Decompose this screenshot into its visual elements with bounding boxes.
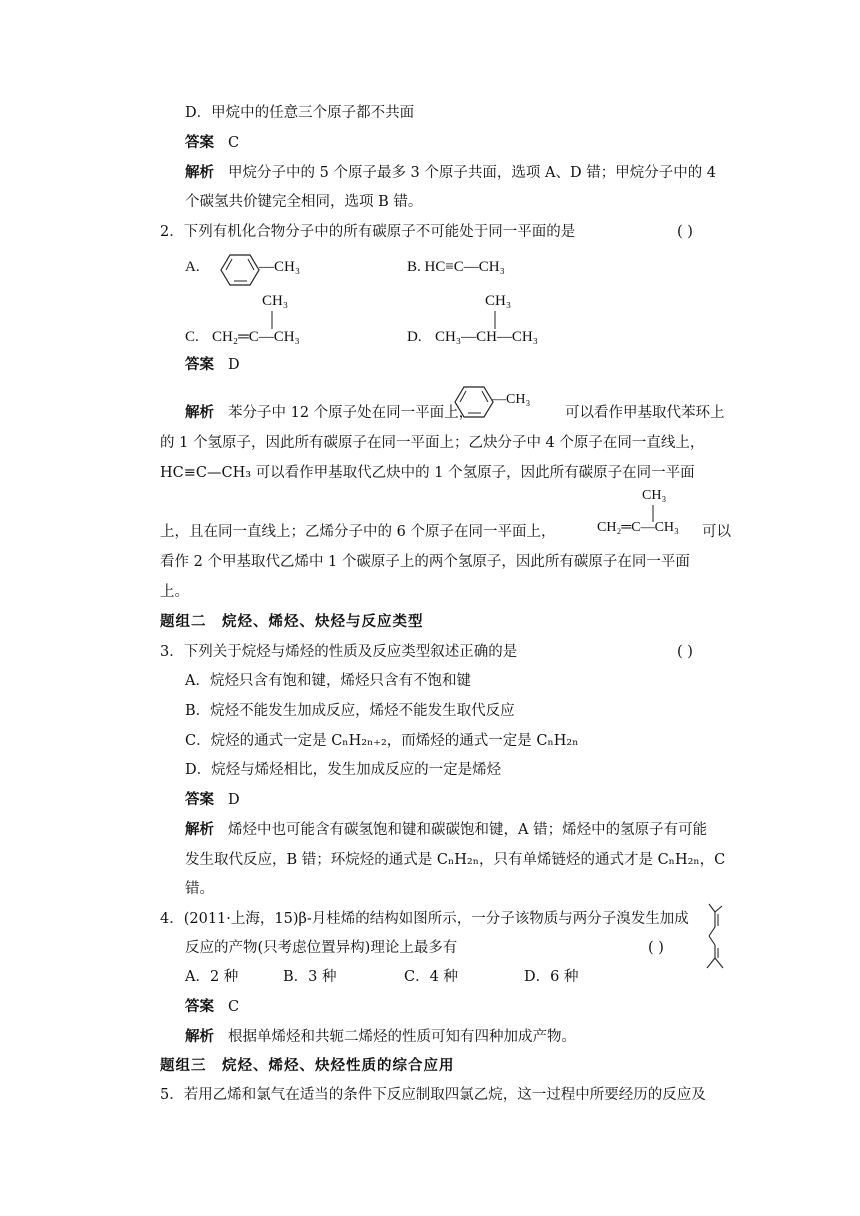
- answer-value: D: [228, 792, 240, 808]
- q2-option-c-top: CH₃: [262, 293, 289, 309]
- q3-option-c: C．烷烃的通式一定是 CₙH₂ₙ₊₂，而烯烃的通式一定是 CₙH₂ₙ: [185, 733, 579, 749]
- q4-option-d: D．6 种: [524, 969, 579, 985]
- q2-stem: 2．下列有机化合物分子中的所有碳原子不可能处于同一平面的是: [160, 224, 576, 240]
- q2-analysis-4b: 可以: [702, 524, 731, 540]
- q2-option-d-top: CH₃: [485, 293, 512, 309]
- analysis-label: 解析: [185, 1029, 214, 1045]
- analysis-text: 烯烃中也可能含有碳氢饱和键和碳碳饱和键，A 错；烯烃中的氢原子有可能: [228, 822, 708, 838]
- q1-analysis: [185, 163, 716, 183]
- analysis-ch3: —CH₃: [492, 392, 531, 407]
- q2-analysis-3: HC≡C—CH₃ 可以看作甲基取代乙炔中的 1 个氢原子，因此所有碳原子在同一平面: [160, 465, 695, 481]
- q2-analysis-5: 看作 2 个甲基取代乙烯中 1 个碳原子上的两个氢原子，因此所有碳原子在同一平面: [160, 554, 690, 570]
- q4-option-a: A．2 种: [185, 969, 239, 985]
- q2-analysis-1: [185, 403, 473, 423]
- answer-label: 答案: [185, 999, 214, 1015]
- analysis-label: 解析: [185, 405, 214, 421]
- bond-line: [270, 311, 274, 329]
- q3-option-a: A．烷烃只含有饱和键，烯烃只含有不饱和键: [185, 673, 471, 689]
- q4-option-b: B．3 种: [283, 969, 337, 985]
- q4-option-c: C．4 种: [404, 969, 458, 985]
- q4-answer: [185, 997, 239, 1017]
- q4-stem-2: 反应的产物(只考虑位置异构)理论上最多有: [185, 940, 458, 956]
- answer-label: 答案: [185, 357, 214, 373]
- q3-answer: [185, 790, 240, 810]
- q2-analysis-4a: 上，且在同一直线上；乙烯分子中的 6 个原子在同一平面上，: [160, 524, 556, 540]
- q3-stem: 3．下列关于烷烃与烯烃的性质及反应类型叙述正确的是: [160, 644, 518, 660]
- q3-analysis-1: [185, 820, 707, 840]
- q2-option-a-ch3: —CH₃: [259, 259, 301, 275]
- q4-stem-1: 4．(2011·上海，15)β-月桂烯的结构如图所示，一分子该物质与两分子溴发生加成: [160, 911, 689, 927]
- q3-analysis-2: 发生取代反应，B 错；环烷烃的通式是 CₙH₂ₙ，只有单烯链烃的通式才是 CₙH₂ₙ，C: [185, 852, 726, 868]
- analysis-text: 甲烷分子中的 5 个原子最多 3 个原子共面，选项 A、D 错；甲烷分子中的 4: [228, 165, 717, 181]
- analysis-ethylene-formula: CH₂═C—CH₃: [597, 520, 679, 535]
- q3-answer-paren: ( ): [677, 644, 693, 660]
- q3-option-d: D．烷烃与烯烃相比，发生加成反应的一定是烯烃: [185, 762, 502, 778]
- q2-analysis-6: 上。: [160, 584, 189, 600]
- q4-analysis: [185, 1027, 576, 1047]
- q2-analysis-1b: 可以看作甲基取代苯环上: [565, 405, 725, 421]
- analysis-ethylene-top: CH₃: [642, 488, 667, 503]
- q2-option-c-label: C.: [185, 329, 199, 345]
- analysis-text: 根据单烯烃和共轭二烯烃的性质可知有四种加成产物。: [228, 1029, 576, 1045]
- analysis-label: 解析: [185, 822, 214, 838]
- answer-label: 答案: [185, 135, 214, 151]
- answer-label: 答案: [185, 792, 214, 808]
- answer-value: C: [228, 135, 240, 151]
- q1-analysis-2: 个碳氢共价键完全相同，选项 B 错。: [185, 194, 423, 210]
- q5-stem-1: 5．若用乙烯和氯气在适当的条件下反应制取四氯乙烷，这一过程中所要经历的反应及: [160, 1087, 706, 1103]
- q2-option-d-formula: CH₃—CH—CH₃: [435, 329, 538, 345]
- q2-option-b: B. HC≡C—CH₃: [407, 259, 505, 275]
- answer-value: D: [228, 357, 240, 373]
- myrcene-structure-icon: [700, 902, 730, 974]
- q2-option-c-formula: CH₂═C—CH₃: [212, 329, 300, 345]
- analysis-text: 苯分子中 12 个原子处在同一平面上，: [228, 405, 474, 421]
- answer-value: C: [228, 999, 240, 1015]
- group-2-heading: 题组二 烷烃、烯烃、炔烃与反应类型: [160, 614, 424, 630]
- q4-answer-paren: ( ): [648, 940, 664, 956]
- q2-option-d-label: D.: [407, 329, 422, 345]
- q1-option-d: D．甲烷中的任意三个原子都不共面: [185, 105, 415, 121]
- q2-answer: [185, 355, 240, 375]
- q2-analysis-2: 的 1 个氢原子，因此所有碳原子在同一平面上；乙炔分子中 4 个原子在同一直线上，: [160, 435, 705, 451]
- q3-analysis-3: 错。: [185, 881, 214, 897]
- q2-answer-paren: ( ): [677, 224, 693, 240]
- q3-option-b: B．烷烃不能发生加成反应，烯烃不能发生取代反应: [185, 703, 515, 719]
- group-3-heading: 题组三 烷烃、烯烃、炔烃性质的综合应用: [160, 1058, 455, 1074]
- q1-answer: [185, 133, 239, 153]
- analysis-label: 解析: [185, 165, 214, 181]
- bond-line: [493, 311, 497, 329]
- q2-option-a-label: A.: [185, 259, 200, 275]
